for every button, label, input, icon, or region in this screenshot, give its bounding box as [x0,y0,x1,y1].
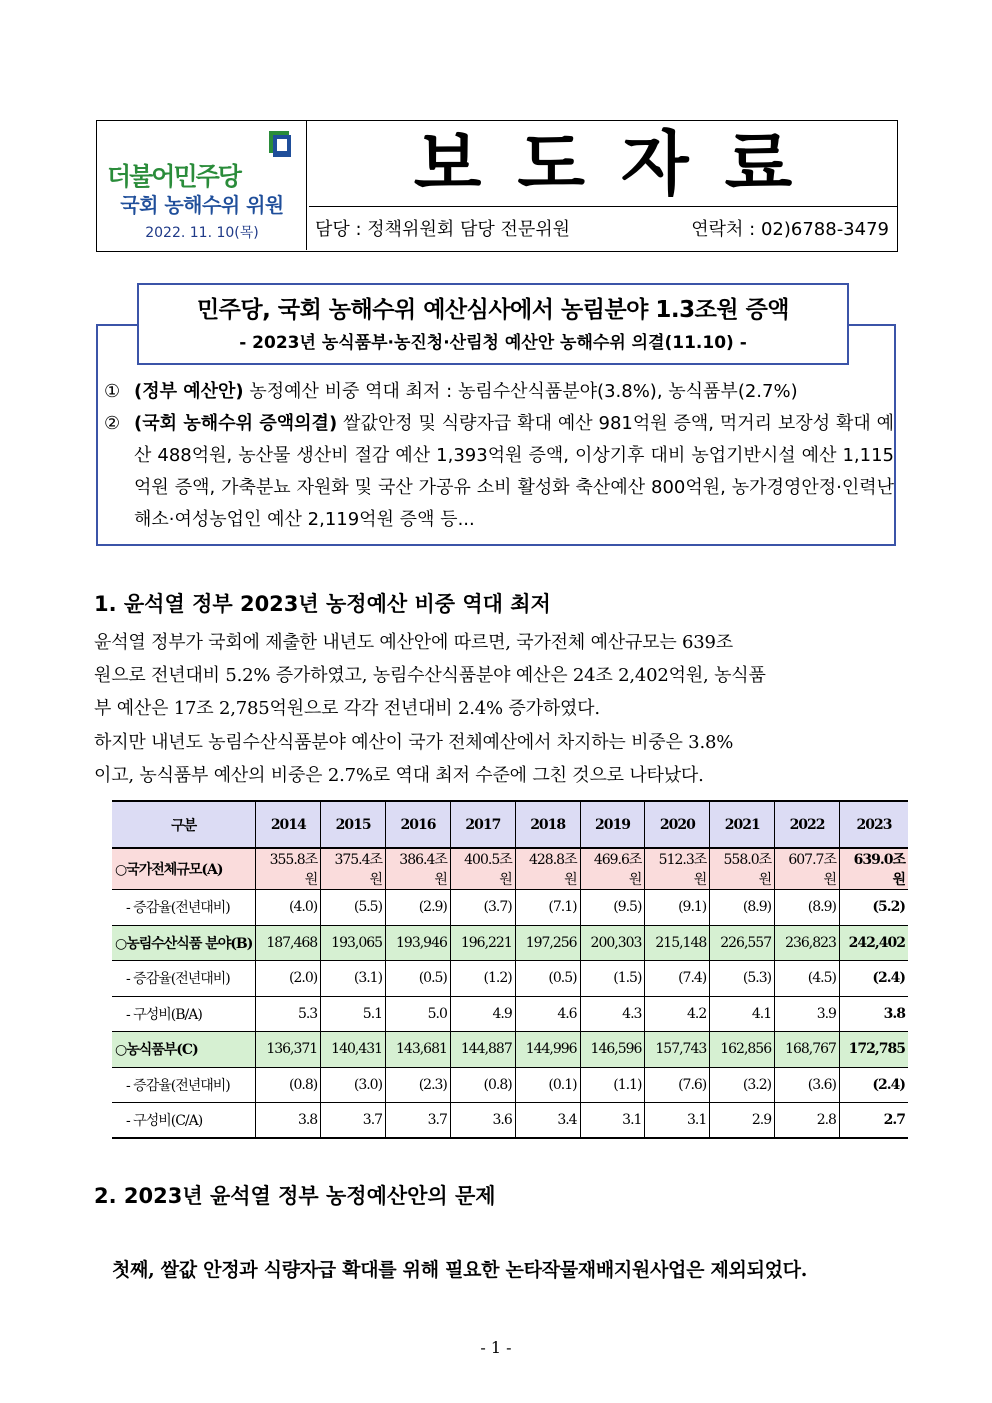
section-1-para-2 [94,726,898,792]
row-label: ○국가전체규모(A) [112,848,256,890]
column-header: 2015 [321,801,386,848]
row-label: - 구성비(B/A) [112,996,256,1032]
table-cell: 3.7 [386,1103,451,1139]
table-row [112,848,908,890]
item-heading: (국회 농해수위 증액의결) [134,413,338,434]
column-header: 2020 [645,801,710,848]
table-cell: (4.5) [775,961,840,997]
table-cell: 400.5조원 [450,848,515,890]
table-cell: (8.9) [775,890,840,926]
column-header: 2022 [775,801,840,848]
table-cell: (3.0) [321,1067,386,1103]
section-2-heading: 2. 2023년 윤석열 정부 농정예산안의 문제 [94,1184,496,1208]
table-cell: (3.7) [450,890,515,926]
budget-table [112,800,908,1139]
para-line: 부 예산은 17조 2,785억원으로 각각 전년대비 2.4% 증가하였다. [94,698,600,719]
table-cell: 386.4조원 [386,848,451,890]
column-header: 2023 [839,801,908,848]
table-cell: 3.6 [450,1103,515,1139]
table-cell: 4.6 [515,996,580,1032]
table-cell: 639.0조원 [839,848,908,890]
table-cell: 469.6조원 [580,848,645,890]
summary-items [104,376,894,536]
table-cell: 3.8 [256,1103,321,1139]
table-cell: 215,148 [645,925,710,961]
table-cell: (0.1) [515,1067,580,1103]
para-line: 하지만 내년도 농림수산식품분야 예산이 국가 전체예산에서 차지하는 비중은 3.8% [94,732,734,753]
headline-box [137,283,849,365]
table-cell: (7.4) [645,961,710,997]
table-cell: 172,785 [839,1032,908,1068]
table-cell: (1.2) [450,961,515,997]
item-text: 농정예산 비중 역대 최저 : 농림수산식품분야(3.8%), 농식품부(2.7%) [243,381,798,402]
table-cell: 144,996 [515,1032,580,1068]
table-cell: (4.0) [256,890,321,926]
subheadline: - 2023년 농식품부·농진청·산림청 예산안 농해수위 의결(11.10) - [239,333,747,353]
row-label: - 증감율(전년대비) [112,890,256,926]
table-cell: 3.1 [645,1103,710,1139]
table-header-row [112,801,908,848]
table-cell: (3.1) [321,961,386,997]
row-label: - 구성비(C/A) [112,1103,256,1139]
release-date: 2022. 11. 10(목) [145,225,259,241]
table-cell: (3.6) [775,1067,840,1103]
item-marker: ② [104,413,121,434]
table-cell: (2.4) [839,961,908,997]
table-row [112,961,908,997]
table-cell: 607.7조원 [775,848,840,890]
table-cell: (2.0) [256,961,321,997]
party-logo [105,127,301,191]
table-cell: 143,681 [386,1032,451,1068]
table-cell: 2.8 [775,1103,840,1139]
table-cell: 3.7 [321,1103,386,1139]
table-cell: (7.6) [645,1067,710,1103]
summary-item-1 [104,376,894,408]
table-cell: 2.7 [839,1103,908,1139]
table-cell: 3.8 [839,996,908,1032]
para-line: 윤석열 정부가 국회에 제출한 내년도 예산안에 따르면, 국가전체 예산규모는 639조 [94,632,733,653]
table-cell: 3.4 [515,1103,580,1139]
item-marker: ① [104,381,121,402]
table-cell: (9.1) [645,890,710,926]
committee-name: 국회 농해수위 위원 [120,193,284,217]
table-cell: 5.3 [256,996,321,1032]
table-cell: 236,823 [775,925,840,961]
section-2-first-point: 첫째, 쌀값 안정과 식량자급 확대를 위해 필요한 논타작물재배지원사업은 제외되었다. [112,1259,808,1281]
table-cell: (1.1) [580,1067,645,1103]
table-row [112,996,908,1032]
table-cell: (0.8) [450,1067,515,1103]
table-cell: (2.3) [386,1067,451,1103]
table-cell: (0.5) [386,961,451,997]
table-cell: 168,767 [775,1032,840,1068]
column-header: 2019 [580,801,645,848]
contact-person: 담당 : 정책위원회 담당 전문위원 [315,219,570,240]
table-cell: 2.9 [710,1103,775,1139]
table-cell: (0.5) [515,961,580,997]
table-cell: (5.3) [710,961,775,997]
party-info [97,121,307,250]
table-cell: 242,402 [839,925,908,961]
column-header: 2018 [515,801,580,848]
party-name: 더불어민주당 [107,162,240,191]
table-cell: 4.2 [645,996,710,1032]
table-cell: 226,557 [710,925,775,961]
table-cell: (5.5) [321,890,386,926]
table-cell: (7.1) [515,890,580,926]
section-1-para-1 [94,626,898,725]
press-title: 보도자료 [309,121,897,207]
table-row [112,925,908,961]
table-cell: 375.4조원 [321,848,386,890]
table-row [112,1032,908,1068]
para-line: 원으로 전년대비 5.2% 증가하였고, 농림수산식품분야 예산은 24조 2,402억원, 농식품 [94,665,766,686]
table-row [112,1067,908,1103]
section-1-heading: 1. 윤석열 정부 2023년 농정예산 비중 역대 최저 [94,592,551,616]
party-flag-icon [267,129,293,159]
table-cell: 187,468 [256,925,321,961]
table-cell: (5.2) [839,890,908,926]
column-header: 2017 [450,801,515,848]
table-cell: 5.1 [321,996,386,1032]
table-cell: (3.2) [710,1067,775,1103]
table-row [112,890,908,926]
table-cell: 197,256 [515,925,580,961]
table-cell: 200,303 [580,925,645,961]
press-title-area [309,121,897,250]
table-cell: 5.0 [386,996,451,1032]
item-text: 쌀값안정 및 식량자급 확대 예산 981억원 증액, 먹거리 보장성 확대 예산 488억원, 농산물 생산비 절감 예산 1,393억원 증액, 이상기후 대비 농업기반시설 예산 1,115억원 증액, 가축분뇨 자원화 및 국산 가공유 소비 활성화 축산예산 800억원, 농가경영안정·인력난해소·여성농업인 예산 2,119억원 증액 등... [134,413,894,530]
table-cell: 428.8조원 [515,848,580,890]
table-cell: 162,856 [710,1032,775,1068]
table-row [112,1103,908,1139]
table-cell: 146,596 [580,1032,645,1068]
row-label: ○농림수산식품 분야(B) [112,925,256,961]
headline: 민주당, 국회 농해수위 예산심사에서 농림분야 1.3조원 증액 [196,297,790,323]
table-cell: 558.0조원 [710,848,775,890]
press-header [96,120,898,252]
table-cell: (9.5) [580,890,645,926]
column-header: 구분 [112,801,256,848]
table-cell: 4.1 [710,996,775,1032]
table-cell: 196,221 [450,925,515,961]
table-cell: 193,065 [321,925,386,961]
row-label: - 증감율(전년대비) [112,1067,256,1103]
table-cell: 3.9 [775,996,840,1032]
table-cell: (8.9) [710,890,775,926]
table-cell: (2.4) [839,1067,908,1103]
table-cell: (2.9) [386,890,451,926]
table-cell: 4.9 [450,996,515,1032]
item-heading: (정부 예산안) [134,381,244,402]
table-cell: 193,946 [386,925,451,961]
table-cell: 355.8조원 [256,848,321,890]
table-cell: 140,431 [321,1032,386,1068]
table-cell: (0.8) [256,1067,321,1103]
table-cell: 136,371 [256,1032,321,1068]
para-line: 이고, 농식품부 예산의 비중은 2.7%로 역대 최저 수준에 그친 것으로 나타났다. [94,765,704,786]
table-cell: 512.3조원 [645,848,710,890]
table-cell: 3.1 [580,1103,645,1139]
summary-item-2 [104,408,894,536]
table-cell: (1.5) [580,961,645,997]
table-cell: 144,887 [450,1032,515,1068]
column-header: 2014 [256,801,321,848]
column-header: 2021 [710,801,775,848]
contact-phone: 연락처 : 02)6788-3479 [691,219,889,240]
row-label: ○농식품부(C) [112,1032,256,1068]
row-label: - 증감율(전년대비) [112,961,256,997]
column-header: 2016 [386,801,451,848]
page-number: - 1 - [480,1338,512,1357]
table-cell: 157,743 [645,1032,710,1068]
table-cell: 4.3 [580,996,645,1032]
